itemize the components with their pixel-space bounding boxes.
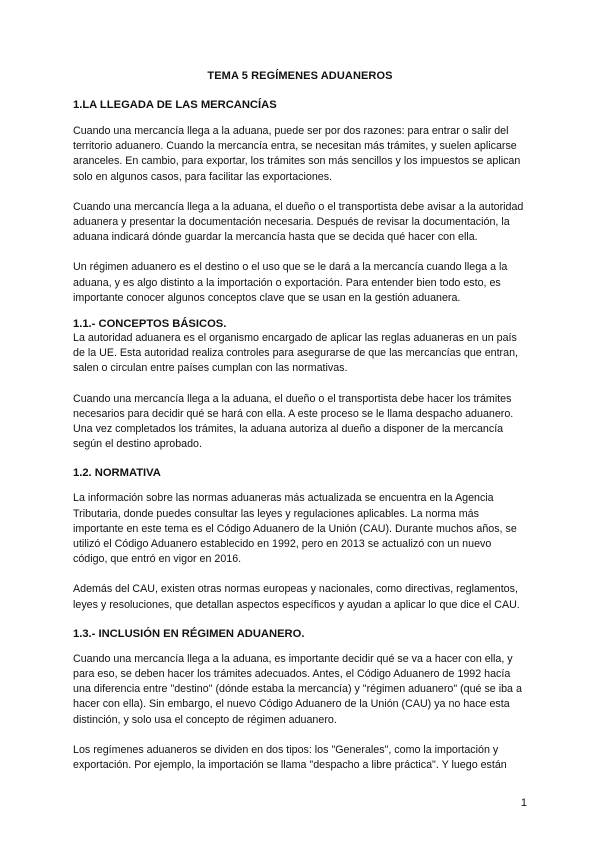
paragraph: La autoridad aduanera es el organismo encargado de aplicar las reglas aduaneras en un país de la UE. Esta autoridad realiza controles para asegurarse de que las mercancías que entran, salen o circulan entre países cumplan con las normativas.	[73, 332, 518, 375]
paragraph: Los regímenes aduaneros se dividen en dos tipos: los "Generales", como la importación y exportación. Por ejemplo, la importación se llama "despacho a libre práctica". Y luego están	[73, 743, 507, 772]
paragraph: Además del CAU, existen otras normas europeas y nacionales, como directivas, reglamentos, leyes y resoluciones, que detallan aspectos específicos y ayudan a aplicar lo que dice el CAU.	[73, 583, 520, 611]
paragraph: Un régimen aduanero es el destino o el uso que se le dará a la mercancía cuando llega a la aduana, y es algo distinto a la importación o exportación. Para entender bien todo esto, es importante conocer algunos conceptos clave que se usan en la gestión aduanera.	[73, 261, 508, 304]
section-heading-inclusion: 1.3.- INCLUSIÓN EN RÉGIMEN ADUANERO.	[73, 627, 305, 640]
document-title: TEMA 5 REGÍMENES ADUANEROS	[207, 70, 393, 82]
document-body	[73, 96, 528, 773]
paragraph: Cuando una mercancía llega a la aduana, el dueño o el transportista debe avisar a la autoridad aduanera y presentar la documentación necesaria. Después de revisar la documentación, la aduana indicará dónde guardar la mercancía hasta que se decida qué hacer con ella.	[73, 200, 524, 244]
paragraph: Cuando una mercancía llega a la aduana, puede ser por dos razones: para entrar o salir del territorio aduanero. Cuando la mercancía entra, se necesitan más trámites, y suelen aplicarse aranceles. En cambio, para exportar, los trámites son más sencillos y los impuestos se aplican solo en algunos casos, para facilitar las exportaciones.	[73, 125, 521, 183]
paragraph: Cuando una mercancía llega a la aduana, el dueño o el transportista debe hacer los trámites necesarios para decidir qué se hará con ella. A este proceso se le llama despacho aduanero. Una vez completados los trámites, la aduana autoriza al dueño a disponer de la mercancía según el destino aprobado.	[73, 392, 514, 451]
section-heading-normativa: 1.2. NORMATIVA	[73, 467, 161, 480]
paragraph: La información sobre las normas aduaneras más actualizada se encuentra en la Agencia Tributaria, donde puedes consultar las leyes y regulaciones aplicables. La norma más importante en este tema es el Código Aduanero de la Unión (CAU). Durante muchos años, se utilizó el Código Aduanero establecido en 1992, pero en 2013 se actualizó con un nuevo código, que entró en vigor en 2016.	[73, 492, 517, 566]
paragraph: Cuando una mercancía llega a la aduana, es importante decidir qué se va a hacer con ella, y para eso, se deben hacer los trámites adecuados. Antes, el Código Aduanero de 1992 hacía una diferencia entre "destino" (dónde estaba la mercancía) y "régimen aduanero" (qué se iba a hacer con ella). Sin embargo, el nuevo Código Aduanero de la Unión (CAU) ya no hace esta distinción, y solo usa el concepto de régimen aduanero.	[73, 652, 522, 726]
section-heading-conceptos: 1.1.- CONCEPTOS BÁSICOS.	[73, 318, 227, 331]
section-heading-llegada: 1.LA LLEGADA DE LAS MERCANCÍAS	[73, 99, 277, 111]
page-number: 1	[520, 797, 527, 809]
